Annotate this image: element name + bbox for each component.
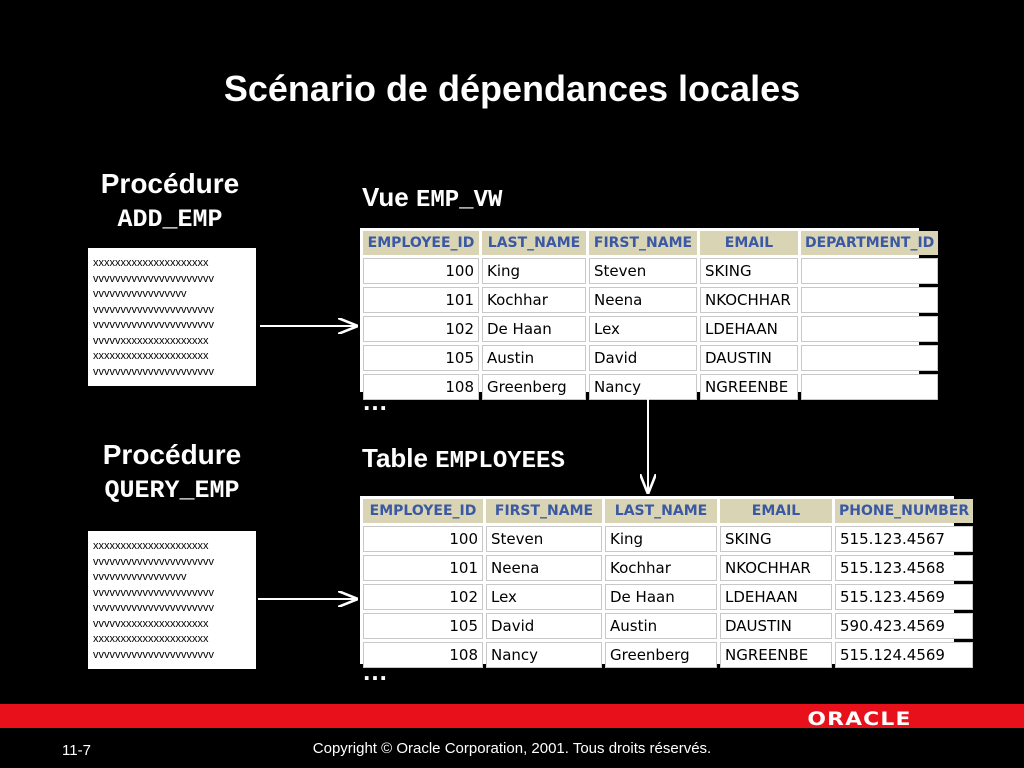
view-label: Vue bbox=[362, 182, 409, 212]
footer-bar bbox=[0, 704, 1024, 728]
proc1-name: ADD_EMP bbox=[117, 205, 223, 234]
table-cell: Nancy bbox=[486, 642, 602, 668]
table-cell: Austin bbox=[482, 345, 586, 371]
column-header: EMPLOYEE_ID bbox=[363, 231, 479, 255]
column-header: LAST_NAME bbox=[605, 499, 717, 523]
table-cell: 515.123.4569 bbox=[835, 584, 973, 610]
table-cell: NGREENBE bbox=[720, 642, 832, 668]
table-cell: Steven bbox=[486, 526, 602, 552]
table-cell: 100 bbox=[363, 526, 483, 552]
table-cell: LDEHAAN bbox=[720, 584, 832, 610]
proc2-code-box: xxxxxxxxxxxxxxxxxxxxx vvvvvvvvvvvvvvvvvvvvvv vvvvvvvvvvvvvvvvv vvvvvvvvvvvvvvvvvvvvvv vvvvvvvvvvvvvvvvvvvvvv vvvvvxxxxxxxxxxxxxxxx xxxxxxxxxxxxxxxxxxxxx vvvvvvvvvvvvvvvvvvvvvv bbox=[88, 531, 256, 669]
table-cell: LDEHAAN bbox=[700, 316, 798, 342]
table-cell: De Haan bbox=[605, 584, 717, 610]
column-header: FIRST_NAME bbox=[589, 231, 697, 255]
table-cell: NKOCHHAR bbox=[720, 555, 832, 581]
table-cell: 590.423.4569 bbox=[835, 613, 973, 639]
table-cell: Nancy bbox=[589, 374, 697, 400]
proc1-code-box: xxxxxxxxxxxxxxxxxxxxx vvvvvvvvvvvvvvvvvvvvvv vvvvvvvvvvvvvvvvv vvvvvvvvvvvvvvvvvvvvvv vvvvvvvvvvvvvvvvvvvvvv vvvvvxxxxxxxxxxxxxxxx xxxxxxxxxxxxxxxxxxxxx vvvvvvvvvvvvvvvvvvvvvv bbox=[88, 248, 256, 386]
table-cell: 105 bbox=[363, 345, 479, 371]
table-cell: 105 bbox=[363, 613, 483, 639]
table-cell: NGREENBE bbox=[700, 374, 798, 400]
table-cell: DAUSTIN bbox=[700, 345, 798, 371]
table-name: EMPLOYEES bbox=[435, 448, 565, 475]
table-cell: Greenberg bbox=[605, 642, 717, 668]
column-header: PHONE_NUMBER bbox=[835, 499, 973, 523]
table-cell: David bbox=[486, 613, 602, 639]
table-cell: Steven bbox=[589, 258, 697, 284]
column-header: EMAIL bbox=[720, 499, 832, 523]
table-cell: Kochhar bbox=[605, 555, 717, 581]
column-header: EMPLOYEE_ID bbox=[363, 499, 483, 523]
table-cell: King bbox=[605, 526, 717, 552]
table-cell: 515.123.4567 bbox=[835, 526, 973, 552]
table-cell: 515.124.4569 bbox=[835, 642, 973, 668]
table-cell: King bbox=[482, 258, 586, 284]
table-cell: 108 bbox=[363, 642, 483, 668]
table-cell: NKOCHHAR bbox=[700, 287, 798, 313]
table-cell: 515.123.4568 bbox=[835, 555, 973, 581]
view-ellipsis: … bbox=[362, 386, 388, 416]
slide-title: Scénario de dépendances locales bbox=[223, 68, 801, 109]
column-header: DEPARTMENT_ID bbox=[801, 231, 938, 255]
table-cell: Neena bbox=[486, 555, 602, 581]
table-cell: De Haan bbox=[482, 316, 586, 342]
table-cell: 100 bbox=[363, 258, 479, 284]
proc2-label: Procédure bbox=[102, 439, 242, 470]
column-header: EMAIL bbox=[700, 231, 798, 255]
table-cell: Neena bbox=[589, 287, 697, 313]
table-cell: Kochhar bbox=[482, 287, 586, 313]
table-cell: DAUSTIN bbox=[720, 613, 832, 639]
column-header: LAST_NAME bbox=[482, 231, 586, 255]
table-cell: SKING bbox=[700, 258, 798, 284]
view-name: EMP_VW bbox=[415, 187, 503, 214]
table-cell: Lex bbox=[589, 316, 697, 342]
proc1-label: Procédure bbox=[100, 168, 240, 199]
table-label: Table bbox=[362, 443, 428, 473]
table-cell: 101 bbox=[363, 287, 479, 313]
copyright-text: Copyright © Oracle Corporation, 2001. Tous droits réservés. bbox=[312, 740, 712, 757]
table-cell: 101 bbox=[363, 555, 483, 581]
oracle-logo: ORACLE bbox=[807, 708, 912, 730]
column-header: FIRST_NAME bbox=[486, 499, 602, 523]
proc2-name: QUERY_EMP bbox=[104, 476, 240, 505]
table-ellipsis: … bbox=[362, 656, 388, 686]
table-cell: 102 bbox=[363, 584, 483, 610]
table-cell: SKING bbox=[720, 526, 832, 552]
table-cell: David bbox=[589, 345, 697, 371]
table-cell: 108 bbox=[363, 374, 479, 400]
table-cell: Greenberg bbox=[482, 374, 586, 400]
table-cell: Lex bbox=[486, 584, 602, 610]
table-cell: Austin bbox=[605, 613, 717, 639]
slide-number: 11-7 bbox=[62, 742, 91, 759]
table-cell: 102 bbox=[363, 316, 479, 342]
